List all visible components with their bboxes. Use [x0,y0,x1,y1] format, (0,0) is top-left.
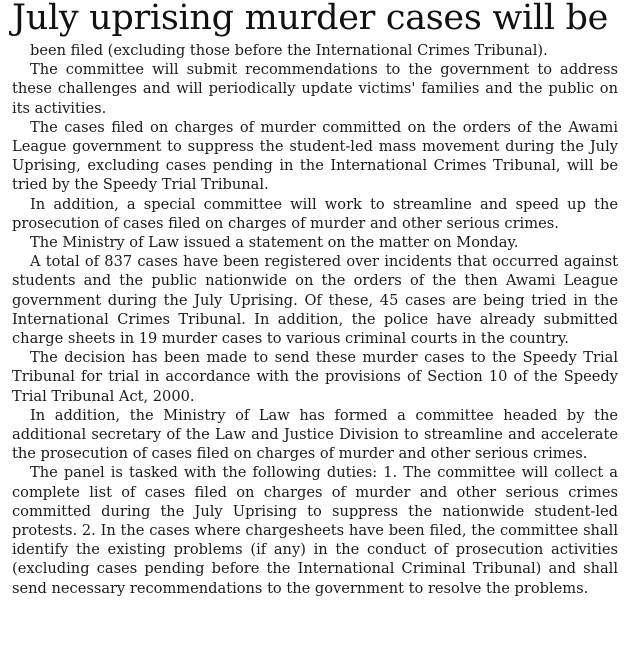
paragraph: A total of 837 cases have been registered over incidents that occurred against students and the public nationwide on the orders of the then Awami League government during the July Uprising. Of these, 45 cases are being tried in the International Crimes Tribunal. In addition, the police have already submitted charge sheets in 19 murder cases to various criminal courts in the country. [12,253,618,348]
paragraph: been filed (excluding those before the International Crimes Tribunal). [30,42,548,59]
paragraph: In addition, a special committee will work to streamline and speed up the prosecution of cases filed on charges of murder and other serious crimes. [12,195,618,232]
paragraph: The Ministry of Law issued a statement on the matter on Monday. [30,234,519,252]
paragraph: In addition, the Ministry of Law has formed a committee headed by the additional secretary of the Law and Justice Division to streamline and accelerate the prosecution of cases filed on charges of murder and other serious crimes. [12,406,618,463]
article-body [12,41,618,598]
paragraph: The decision has been made to send these murder cases to the Speedy Trial Tribunal for trial in accordance with the provisions of Section 10 of the Speedy Trial Tribunal Act, 2000. [12,349,618,405]
headline: July uprising murder cases will be [12,0,609,38]
paragraph: The cases filed on charges of murder committed on the orders of the Awami League government to suppress the student-led mass movement during the July Uprising, excluding cases pending in the International Crimes Tribunal, will be tried by the Speedy Trial Tribunal. [12,118,618,194]
paragraph: The committee will submit recommendations to the government to address these challenges and will periodically update victims' families and the public on its activities. [12,61,618,117]
paragraph: The panel is tasked with the following duties: 1. The committee will collect a complete list of cases filed on charges of murder and other serious crimes committed during the July Uprising to suppress the nationwide student-led protests. 2. In the cases where chargesheets have been filed, the committee shall identify the existing problems (if any) in the conduct of prosecution activities (excluding cases pending before the International Criminal Tribunal) and shall send necessary recommendations to the government to resolve the problems. [12,464,618,597]
